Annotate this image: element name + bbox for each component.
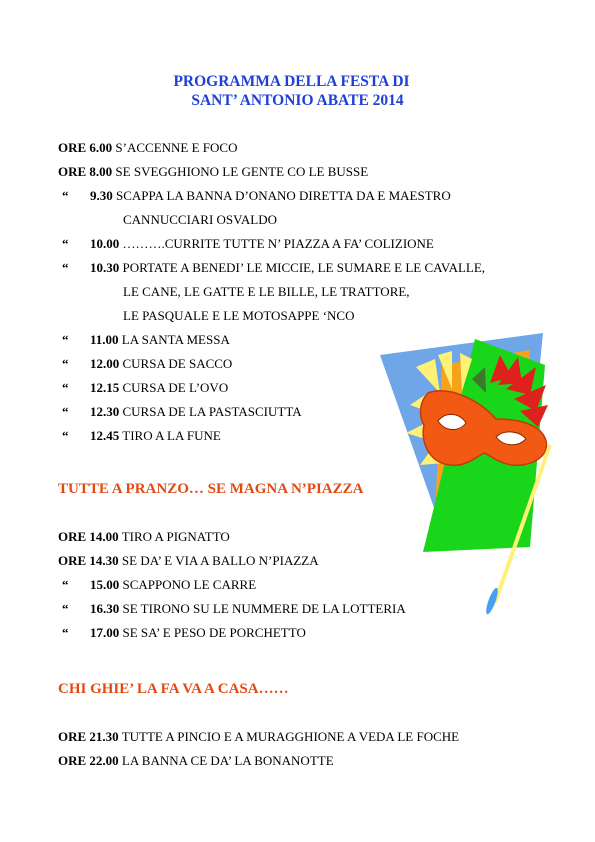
closing-heading: CHI GHIE’ LA FA VA A CASA…… <box>58 681 289 697</box>
ditto-mark: “ <box>62 625 69 640</box>
ore-label: ORE <box>58 553 87 568</box>
time-label: 14.00 <box>89 529 119 544</box>
time-label: 12.00 <box>90 356 120 371</box>
time-label: 16.30 <box>90 601 120 616</box>
event-text: SCAPPA LA BANNA D’ONANO DIRETTA DA E MAESTRO <box>116 188 451 203</box>
ditto-mark: “ <box>62 601 69 616</box>
schedule-row <box>62 332 230 348</box>
time-label: 10.30 <box>90 260 120 275</box>
schedule-row <box>62 380 228 396</box>
ditto-mark: “ <box>62 380 69 395</box>
ditto-mark: “ <box>62 404 69 419</box>
time-label: 6.00 <box>89 140 113 155</box>
ditto-mark: “ <box>62 577 69 592</box>
page-title-line-2: SANT’ ANTONIO ABATE 2014 <box>191 92 404 109</box>
event-text: TUTTE A PINCIO E A MURAGGHIONE A VEDA LE FOCHE <box>121 729 460 744</box>
event-text: LA SANTA MESSA <box>121 332 230 347</box>
ore-label: ORE <box>58 729 87 744</box>
time-label: 8.00 <box>89 164 113 179</box>
schedule-row <box>58 729 459 745</box>
time-label: 11.00 <box>90 332 119 347</box>
ore-label: ORE <box>58 753 87 768</box>
event-text: SE SA’ E PESO DE PORCHETTO <box>122 625 306 640</box>
event-text: CURSA DE LA PASTASCIUTTA <box>122 404 302 419</box>
schedule-row <box>62 260 485 276</box>
time-label: 10.00 <box>90 236 120 251</box>
schedule-row <box>62 236 434 252</box>
schedule-row <box>62 356 232 372</box>
ditto-mark: “ <box>62 236 69 251</box>
ore-label: ORE <box>58 140 87 155</box>
time-label: 12.45 <box>90 428 120 443</box>
lunch-heading: TUTTE A PRANZO… SE MAGNA N’PIAZZA <box>58 481 364 497</box>
schedule-row <box>58 753 334 769</box>
event-text: ……….CURRITE TUTTE N’ PIAZZA A FA’ COLIZIONE <box>122 236 434 251</box>
event-text: SE TIRONO SU LE NUMMERE DE LA LOTTERIA <box>122 601 406 616</box>
event-text: SE SVEGGHIONO LE GENTE CO LE BUSSE <box>115 164 369 179</box>
schedule-row <box>58 553 319 569</box>
event-text-continuation: LE PASQUALE E LE MOTOSAPPE ‘NCO <box>123 308 355 323</box>
carnival-mask-illustration <box>380 315 580 620</box>
schedule-row <box>58 164 368 180</box>
event-text: LA BANNA CE DA’ LA BONANOTTE <box>121 753 334 768</box>
time-label: 21.30 <box>89 729 119 744</box>
event-text: TIRO A PIGNATTO <box>121 529 230 544</box>
event-text: S’ACCENNE E FOCO <box>115 140 238 155</box>
time-label: 12.15 <box>90 380 120 395</box>
time-label: 22.00 <box>89 753 119 768</box>
schedule-row <box>58 529 230 545</box>
event-text: TIRO A LA FUNE <box>122 428 221 443</box>
schedule-row <box>62 428 221 444</box>
ditto-mark: “ <box>62 260 69 275</box>
ore-label: ORE <box>58 164 87 179</box>
event-text-continuation: CANNUCCIARI OSVALDO <box>123 212 277 227</box>
event-text-continuation: LE CANE, LE GATTE E LE BILLE, LE TRATTORE, <box>123 284 410 299</box>
ditto-mark: “ <box>62 188 69 203</box>
ore-label: ORE <box>58 529 87 544</box>
page-title-line-1: PROGRAMMA DELLA FESTA DI <box>173 73 410 90</box>
schedule-row <box>62 404 302 420</box>
time-label: 14.30 <box>89 553 119 568</box>
ditto-mark: “ <box>62 356 69 371</box>
event-text: CURSA DE L’OVO <box>122 380 229 395</box>
ditto-mark: “ <box>62 332 69 347</box>
event-text: SCAPPONO LE CARRE <box>122 577 257 592</box>
time-label: 12.30 <box>90 404 120 419</box>
ditto-mark: “ <box>62 428 69 443</box>
schedule-row <box>62 601 406 617</box>
event-text: SE DA’ E VIA A BALLO N’PIAZZA <box>121 553 319 568</box>
event-text: PORTATE A BENEDI’ LE MICCIE, LE SUMARE E LE CAVALLE, <box>122 260 486 275</box>
event-text: CURSA DE SACCO <box>122 356 233 371</box>
schedule-row <box>58 140 238 156</box>
time-label: 9.30 <box>90 188 113 203</box>
time-label: 15.00 <box>90 577 120 592</box>
schedule-row <box>62 188 451 204</box>
schedule-row <box>62 577 256 593</box>
schedule-row <box>62 625 306 641</box>
time-label: 17.00 <box>90 625 120 640</box>
